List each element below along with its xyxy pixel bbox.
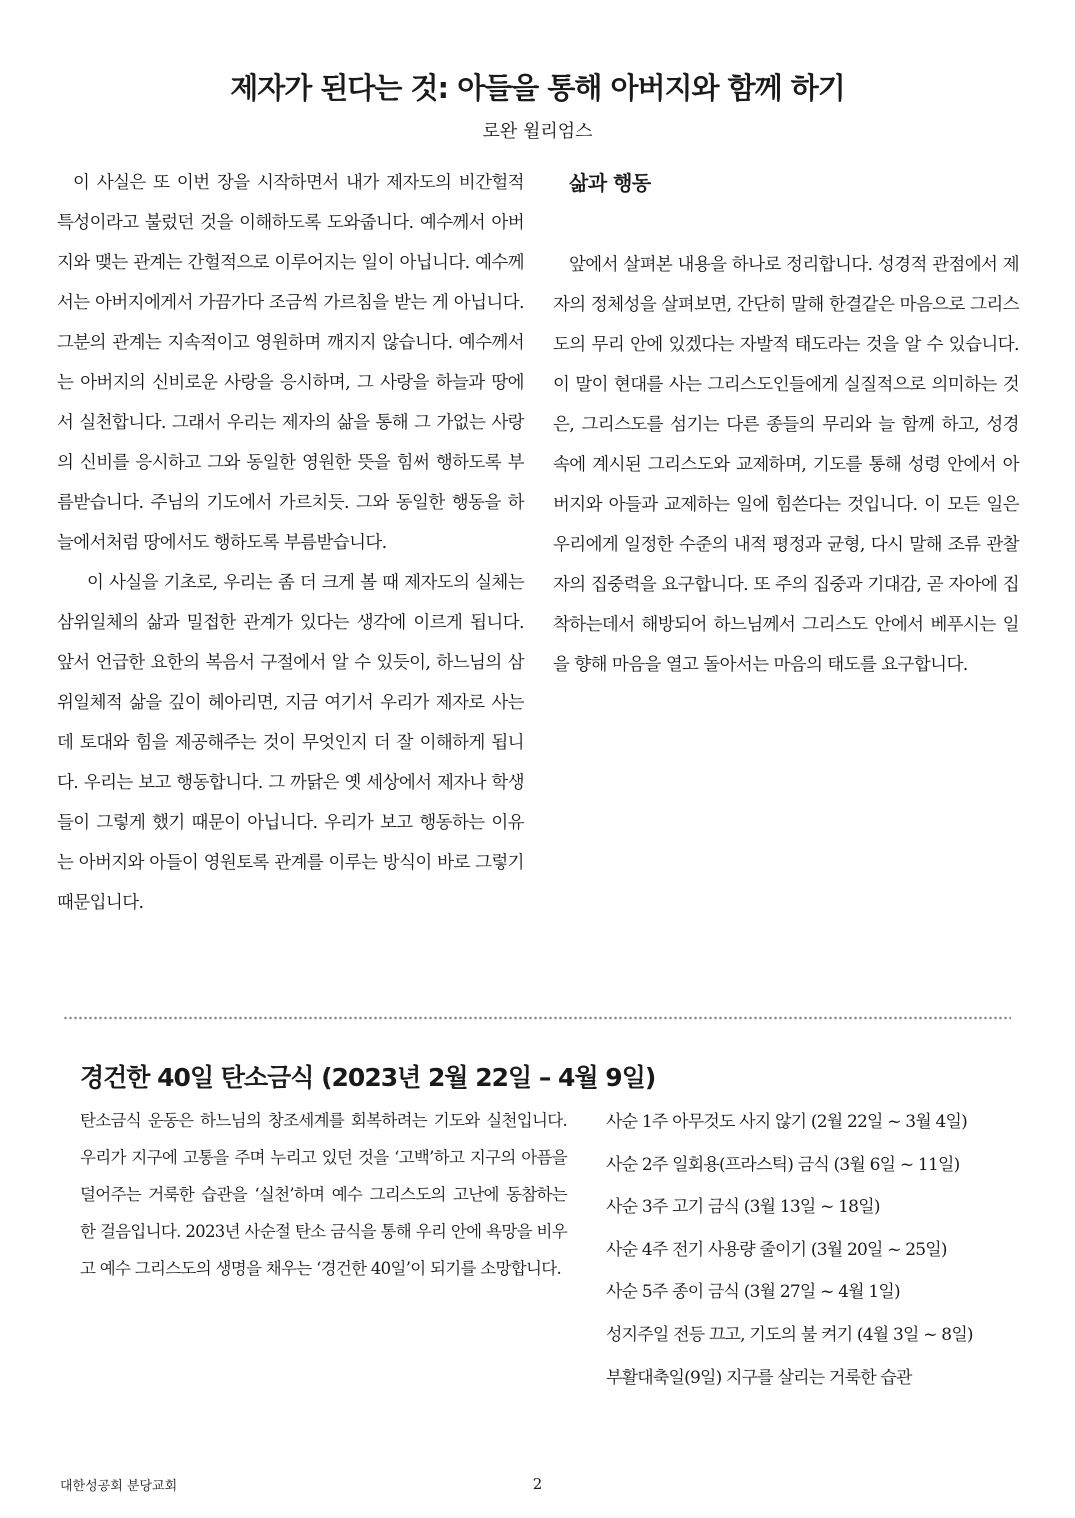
footer-church-name: 대한성공회 분당교회	[60, 1479, 178, 1494]
section-divider	[63, 1015, 1011, 1021]
schedule-item: 사순 3주 고기 금식 (3월 13일 ~ 18일)	[606, 1197, 880, 1218]
article-paragraph-3: 앞에서 살펴본 내용을 하나로 정리합니다. 성경적 관점에서 제자의 정체성을 살펴보면, 간단히 말해 한결같은 마음으로 그리스도의 무리 안에 있겠다는 자발적 태도라는 것을 알 수 있습니다. 이 말이 현대를 사는 그리스도인들에게 실질적으로 의미하는 것은, 그리스도를 섬기는 다른 종들의 무리와 늘 함께 하고, 성경 속에 계시된 그리스도와 교제하며, 기도를 통해 성령 안에서 아버지와 아들과 교제하는 일에 힘쓴다는 것입니다. 이 모든 일은 우리에게 일정한 수준의 내적 평정과 균형, 다시 말해 조류 관찰자의 집중력을 요구합니다. 또 주의 집중과 기대감, 곧 자아에 집착하는데서 해방되어 하느님께서 그리스도 안에서 베푸시는 일을 향해 마음을 열고 돌아서는 마음의 태도를 요구합니다.	[553, 255, 1019, 675]
page-number: 2	[532, 1475, 543, 1493]
article-title: 제자가 된다는 것: 아들을 통해 아버지와 함께 하기	[230, 71, 845, 105]
fast-description: 탄소금식 운동은 하느님의 창조세계를 회복하려는 기도와 실천입니다. 우리가 지구에 고통을 주며 누리고 있던 것을 ‘고백’하고 지구의 아픔을 덜어주는 거룩한 습관을 ‘실천’하며 예수 그리스도의 고난에 동참하는 한 걸음입니다. 2023년 사순절 탄소 금식을 통해 우리 안에 욕망을 비우고 예수 그리스도의 생명을 채우는 ‘경건한 40일’이 되기를 소망합니다.	[80, 1111, 567, 1278]
article-paragraph-2: 이 사실을 기초로, 우리는 좀 더 크게 볼 때 제자도의 실체는 삼위일체의 삶과 밀접한 관계가 있다는 생각에 이르게 됩니다. 앞서 언급한 요한의 복음서 구절에서 알 수 있듯이, 하느님의 삼위일체적 삶을 깊이 헤아리면, 지금 여기서 우리가 제자로 사는데 토대와 힘을 제공해주는 것이 무엇인지 더 잘 이해하게 됩니다. 우리는 보고 행동합니다. 그 까닭은 옛 세상에서 제자나 학생들이 그렇게 했기 때문이 아닙니다. 우리가 보고 행동하는 이유는 아버지와 아들이 영원토록 관계를 이루는 방식이 바로 그렇기 때문입니다.	[57, 573, 524, 913]
schedule-item: 사순 1주 아무것도 사지 않기 (2월 22일 ~ 3월 4일)	[606, 1112, 967, 1132]
fast-schedule-list	[606, 1104, 1046, 1402]
article-left-column	[57, 163, 524, 923]
article-right-column	[553, 163, 1019, 685]
schedule-item: 사순 5주 종이 금식 (3월 27일 ~ 4월 1일)	[606, 1282, 900, 1303]
schedule-item: 사순 4주 전기 사용량 줄이기 (3월 20일 ~ 25일)	[606, 1239, 947, 1260]
article-paragraph-1: 이 사실은 또 이번 장을 시작하면서 내가 제자도의 비간헐적 특성이라고 불렀던 것을 이해하도록 도와줍니다. 예수께서 아버지와 맺는 관계는 간헐적으로 이루어지는 일이 아닙니다. 예수께서는 아버지에게서 가끔가다 조금씩 가르침을 받는 게 아닙니다. 그분의 관계는 지속적이고 영원하며 깨지지 않습니다. 예수께서는 아버지의 신비로운 사랑을 응시하며, 그 사랑을 하늘과 땅에서 실천합니다. 그래서 우리는 제자의 삶을 통해 그 가없는 사랑의 신비를 응시하고 그와 동일한 영원한 뜻을 힘써 행하도록 부름받습니다. 주님의 기도에서 가르치듯. 그와 동일한 행동을 하늘에서처럼 땅에서도 행하도록 부름받습니다.	[57, 173, 524, 553]
schedule-item: 부활대축일(9일) 지구를 살리는 거룩한 습관	[606, 1367, 912, 1388]
fast-title: 경건한 40일 탄소금식 (2023년 2월 22일 – 4월 9일)	[80, 1063, 656, 1092]
section-heading: 삶과 행동	[569, 171, 651, 195]
schedule-item: 성지주일 전등 끄고, 기도의 불 켜기 (4월 3일 ~ 8일)	[606, 1324, 973, 1345]
schedule-item: 사순 2주 일회용(프라스틱) 금식 (3월 6일 ~ 11일)	[606, 1154, 960, 1175]
article-author: 로완 윌리엄스	[482, 121, 593, 142]
